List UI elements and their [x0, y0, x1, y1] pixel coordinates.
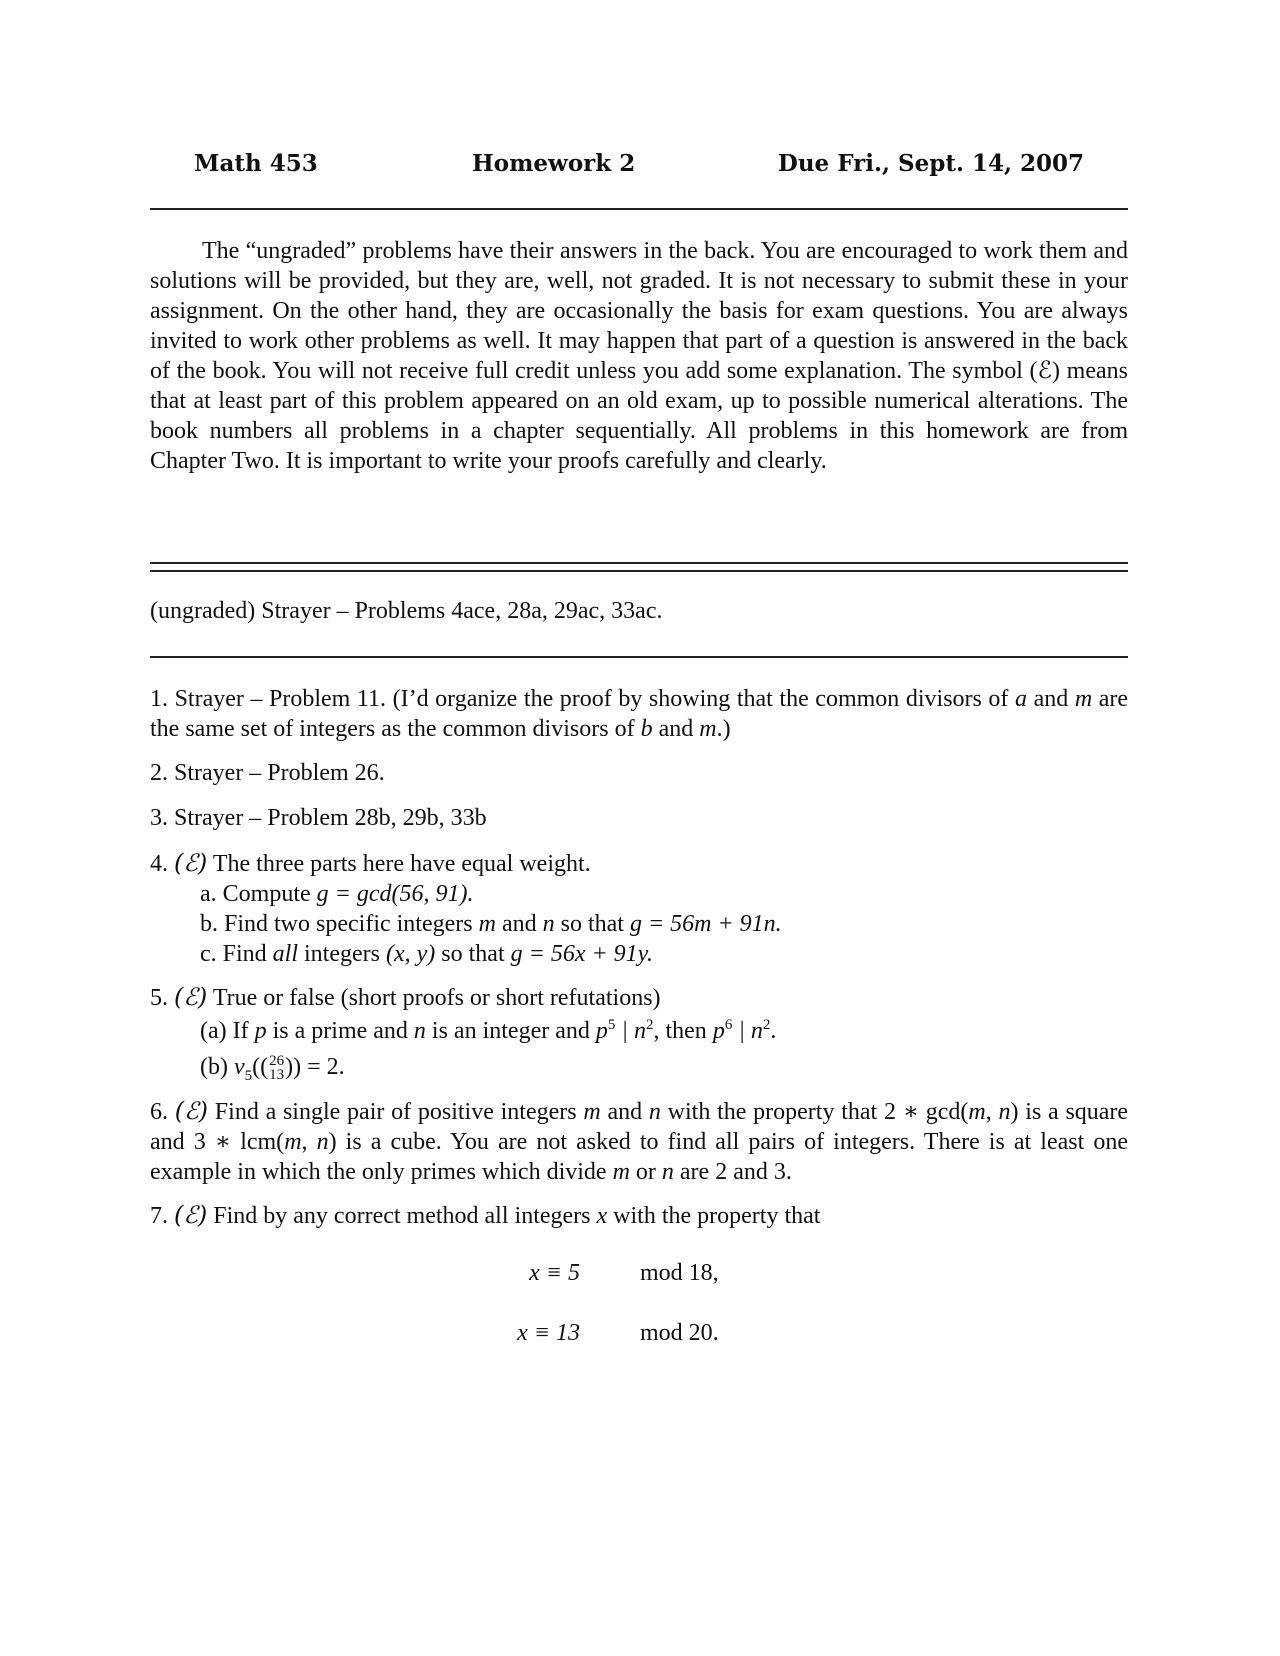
part-c	[150, 939, 1128, 969]
intro-paragraph: The “ungraded” problems have their answers in the back. You are encouraged to work them and solutions will be provided, but they are, well, not graded. It is not necessary to submit these in your assignment. On the other hand, they are occasionally the basis for exam questions. You are always invited to work other problems as well. It may happen that part of a question is answered in the back of the book. You will not receive full credit unless you add some explanation. The symbol (ℰ) means that at least part of this problem appeared on an old exam, up to possible numerical alterations. The book numbers all problems in a chapter sequentially. All problems in this homework are from Chapter Two. It is important to write your proofs carefully and clearly.	[150, 238, 1128, 474]
problem-1	[150, 684, 1128, 744]
exam-symbol: (ℰ)	[174, 983, 208, 1011]
part-label: c. Find	[200, 941, 267, 967]
double-rule-top	[150, 562, 1128, 564]
var-m: m	[968, 1099, 986, 1125]
var-b: b	[640, 716, 653, 742]
part-math: g = gcd(56, 91).	[316, 881, 474, 907]
var-x: x	[596, 1203, 608, 1229]
problem-text: are 2 and 3.	[679, 1159, 792, 1185]
part-b	[150, 909, 1128, 939]
homework-page	[150, 0, 1128, 1656]
var-n: n	[316, 1129, 329, 1155]
part-label: (a) If	[200, 1018, 249, 1044]
exam-symbol: (ℰ)	[174, 849, 208, 877]
exponent: 2	[762, 1017, 771, 1033]
part-math: g = 56m + 91n.	[629, 911, 782, 937]
var-p: p	[254, 1018, 267, 1044]
double-rule-bottom	[150, 570, 1128, 572]
var-m: m	[699, 716, 717, 742]
part-text: is an integer and	[431, 1018, 590, 1044]
var-m: m	[284, 1129, 302, 1155]
part-label: (b)	[200, 1054, 228, 1080]
exam-symbol: (ℰ)	[174, 1097, 209, 1125]
part-text: so that	[560, 911, 624, 937]
part-text: integers	[304, 941, 380, 967]
divides-n: | n	[738, 1018, 763, 1044]
var-p: p	[595, 1018, 608, 1044]
problem-number: 2.	[150, 760, 168, 786]
divides-n: | n	[621, 1018, 646, 1044]
course-name: Math 453	[194, 150, 318, 177]
var-m: m	[1074, 686, 1093, 712]
problem-3	[150, 803, 1128, 833]
ungraded-problems: (ungraded) Strayer – Problems 4ace, 28a, 29ac, 33ac.	[150, 598, 663, 624]
problem-7	[150, 1200, 1128, 1231]
paren: ((	[252, 1054, 269, 1080]
problem-text: and	[658, 716, 694, 742]
congruence-lhs: x ≡ 5	[529, 1260, 580, 1286]
problem-text: or	[635, 1159, 656, 1185]
var-n: n	[998, 1099, 1011, 1125]
var-m: m	[583, 1099, 601, 1125]
due-date: Due Fri., Sept. 14, 2007	[777, 150, 1084, 177]
problem-text: ) is a cube. You are not asked to find all pairs of integers. There is at least one example in which the only primes which divide	[150, 1129, 1129, 1185]
homework-title: Homework 2	[472, 150, 636, 177]
problem-2	[150, 758, 1128, 788]
header	[150, 150, 1128, 190]
problem-text: Find a single pair of positive integers	[214, 1099, 577, 1125]
problem-number: 7.	[150, 1203, 168, 1229]
header-rule	[150, 208, 1128, 210]
var-n: n	[542, 911, 555, 937]
problem-text: The three parts here have equal weight.	[212, 851, 591, 877]
problem-text: Strayer – Problem 26.	[174, 760, 385, 786]
part-b	[150, 1049, 1128, 1085]
problem-4	[150, 848, 1128, 969]
problem-text: and	[1033, 686, 1069, 712]
var-m: m	[612, 1159, 630, 1185]
part-text: and	[501, 911, 537, 937]
var-m: m	[478, 911, 496, 937]
problem-number: 3.	[150, 805, 168, 831]
problem-number: 4.	[150, 851, 168, 877]
problem-text: ) is a square and 3 ∗ lcm(	[150, 1099, 1129, 1155]
problem-number: 1.	[150, 686, 168, 712]
problem-text: with the property that	[613, 1203, 821, 1229]
var-n: n	[413, 1018, 426, 1044]
exponent: 5	[607, 1017, 616, 1033]
binom-bottom: 13	[269, 1067, 285, 1084]
part-math: (x, y)	[386, 941, 436, 967]
var-a: a	[1015, 686, 1028, 712]
problem-6-body: 6. (ℰ) Find a single pair of positive integers m and n with the property that 2 ∗ gcd(m, n) is a square and 3 ∗ lcm(m, n) is a cube. You are not asked to find all pairs of integers. There is at least one example in which the only primes which divide m or n are 2 and 3.	[150, 1097, 1129, 1185]
part-label: b. Find two specific integers	[200, 911, 473, 937]
problem-number: 6.	[150, 1099, 168, 1125]
part-math: g = 56x + 91y.	[510, 941, 653, 967]
problems-rule	[150, 656, 1128, 658]
problem-text: and	[607, 1099, 643, 1125]
problem-5	[150, 982, 1128, 1085]
problem-text: .)	[716, 716, 731, 742]
paren: ))	[285, 1054, 302, 1080]
nu-symbol: ν	[233, 1054, 245, 1080]
var-n: n	[648, 1099, 661, 1125]
congruence-rhs: mod 20.	[640, 1320, 719, 1346]
exam-symbol: (ℰ)	[174, 1201, 208, 1229]
subscript: 5	[244, 1067, 253, 1084]
part-a	[150, 879, 1128, 909]
exponent: 2	[645, 1017, 654, 1033]
problem-text: Find by any correct method all integers	[213, 1203, 591, 1229]
problem-text: Strayer – Problem 28b, 29b, 33b	[174, 805, 487, 831]
problem-number: 5.	[150, 985, 168, 1011]
part-text: so that	[441, 941, 505, 967]
part-text: .	[770, 1018, 777, 1044]
problem-text: with the property that 2 ∗ gcd(	[667, 1099, 969, 1125]
problem-text: True or false (short proofs or short refutations)	[212, 985, 661, 1011]
exponent: 6	[724, 1017, 733, 1033]
binomial	[269, 1054, 284, 1082]
problem-text: Strayer – Problem 11. (I’d organize the proof by showing that the common divisors of	[174, 686, 1009, 712]
problem-text: are the same set of integers as the common divisors of	[150, 686, 1129, 742]
part-text: , then	[653, 1018, 707, 1044]
binom-top: 26	[269, 1053, 285, 1070]
congruence-rhs: mod 18,	[640, 1260, 719, 1286]
var-p: p	[712, 1018, 725, 1044]
part-text: is a prime and	[272, 1018, 408, 1044]
part-text: = 2.	[307, 1054, 345, 1080]
var-n: n	[661, 1159, 674, 1185]
emphasis-all: all	[272, 941, 299, 967]
part-a	[150, 1013, 1128, 1049]
congruence-lhs: x ≡ 13	[517, 1320, 580, 1346]
part-label: a. Compute	[200, 881, 311, 907]
